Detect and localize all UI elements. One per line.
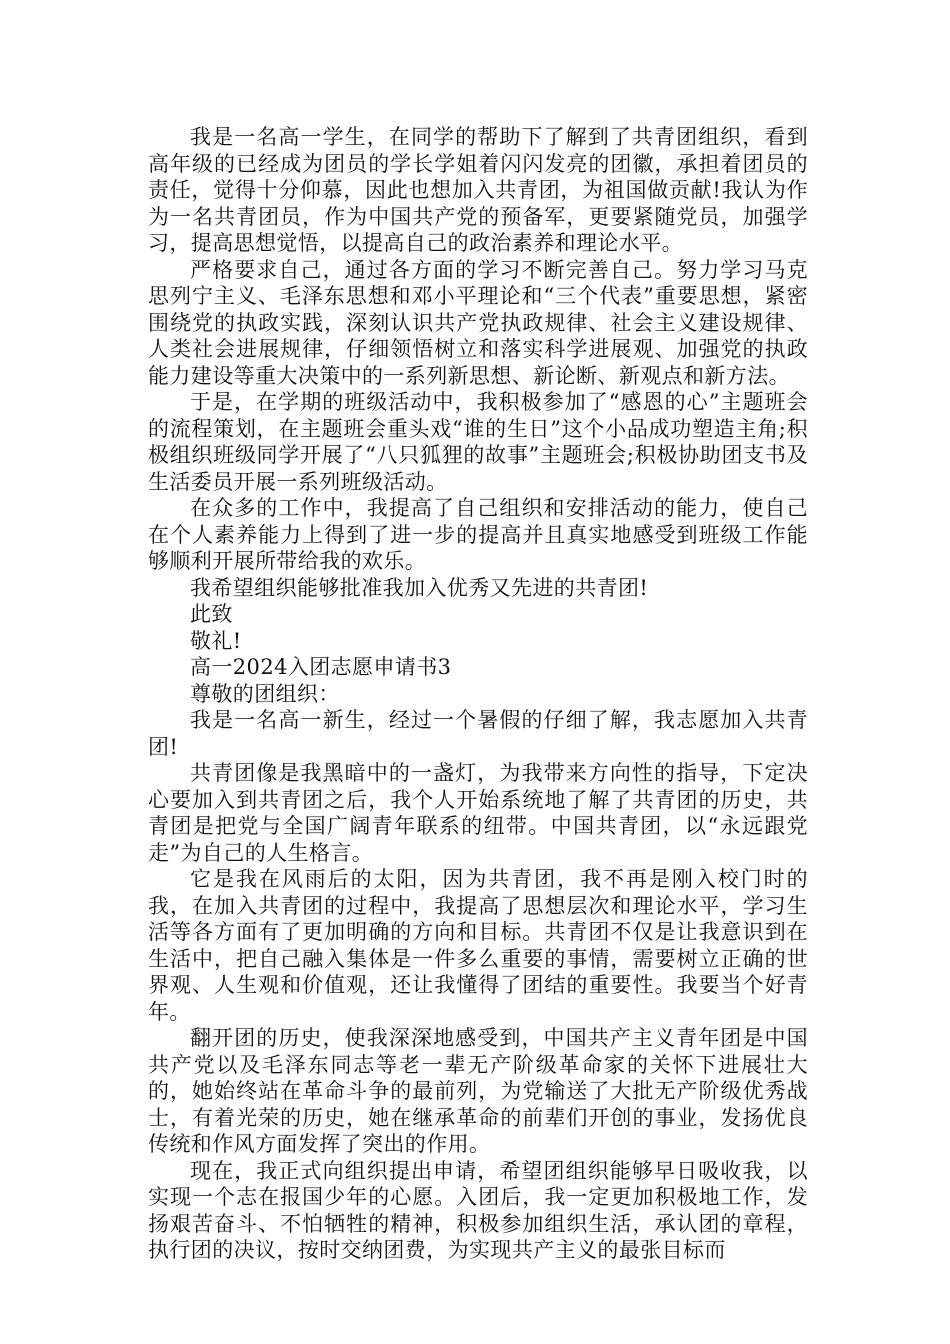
salutation: 尊敬的团组织： bbox=[190, 681, 340, 706]
paragraph: 翻开团的历史，使我深深地感受到，中国共产主义青年团是中国共产党以及毛泽东同志等老一辈无产阶级革命家的关怀下进展壮大的，她始终站在革命斗争的最前列，为党输送了大批无产阶级优秀战士，有着光荣的历史，她在继承革命的前辈们开创的事业，发扬优良传统和作风方面发挥了突出的作用。 bbox=[148, 1026, 808, 1156]
paragraph: 共青团像是我黑暗中的一盏灯，为我带来方向性的指导，下定决心要加入到共青团之后，我个人开始系统地了解了共青团的历史，共青团是把党与全国广阔青年联系的纽带。中国共青团，以“永远跟党走”为自己的人生格言。 bbox=[148, 761, 808, 865]
document-body bbox=[148, 124, 808, 1264]
paragraph: 严格要求自己，通过各方面的学习不断完善自己。努力学习马克思列宁主义、毛泽东思想和邓小平理论和“三个代表”重要思想，紧密围绕党的执政实践，深刻认识共产党执政规律、社会主义建设规律、人类社会进展规律，仔细领悟树立和落实科学进展观、加强党的执政能力建设等重大决策中的一系列新思想、新论断、新观点和新方法。 bbox=[148, 257, 808, 388]
closing-cizhi: 此致 bbox=[190, 602, 233, 626]
section-title: 高一2024入团志愿申请书3 bbox=[190, 655, 452, 679]
paragraph: 于是，在学期的班级活动中，我积极参加了“感恩的心”主题班会的流程策划，在主题班会重头戏“谁的生日”这个小品成功塑造主角;积极组织班级同学开展了“八只狐狸的故事”主题班会;积极协助团支书及生活委员开展一系列班级活动。 bbox=[148, 390, 808, 494]
closing-jingli: 敬礼! bbox=[190, 628, 242, 653]
paragraph: 我是一名高一学生，在同学的帮助下了解到了共青团组织，看到高年级的已经成为团员的学长学姐着闪闪发亮的团徽，承担着团员的责任，觉得十分仰慕，因此也想加入共青团，为祖国做贡献!我认为作为一名共青团员，作为中国共产党的预备军，更要紧随党员，加强学习，提高思想觉悟，以提高自己的政治素养和理论水平。 bbox=[148, 125, 808, 255]
paragraph: 在众多的工作中，我提高了自己组织和安排活动的能力，使自己在个人素养能力上得到了进一步的提高并且真实地感受到班级工作能够顺利开展所带给我的欢乐。 bbox=[148, 496, 808, 573]
paragraph: 它是我在风雨后的太阳，因为共青团，我不再是刚入校门时的我，在加入共青团的过程中，我提高了思想层次和理论水平，学习生活等各方面有了更加明确的方向和目标。共青团不仅是让我意识到在生活中，把自己融入集体是一件多么重要的事情，需要树立正确的世界观、人生观和价值观，还让我懂得了团结的重要性。我要当个好青年。 bbox=[148, 867, 808, 1024]
paragraph: 我是一名高一新生，经过一个暑假的仔细了解，我志愿加入共青团! bbox=[148, 708, 808, 759]
hope-line: 我希望组织能够批准我加入优秀又先进的共青团! bbox=[190, 575, 649, 600]
paragraph: 现在，我正式向组织提出申请，希望团组织能够早日吸收我，以实现一个志在报国少年的心愿。入团后，我一定更加积极地工作，发扬艰苦奋斗、不怕牺牲的精神，积极参加组织生活，承认团的章程，执行团的决议，按时交纳团费，为实现共产主义的最张目标而 bbox=[148, 1158, 808, 1262]
